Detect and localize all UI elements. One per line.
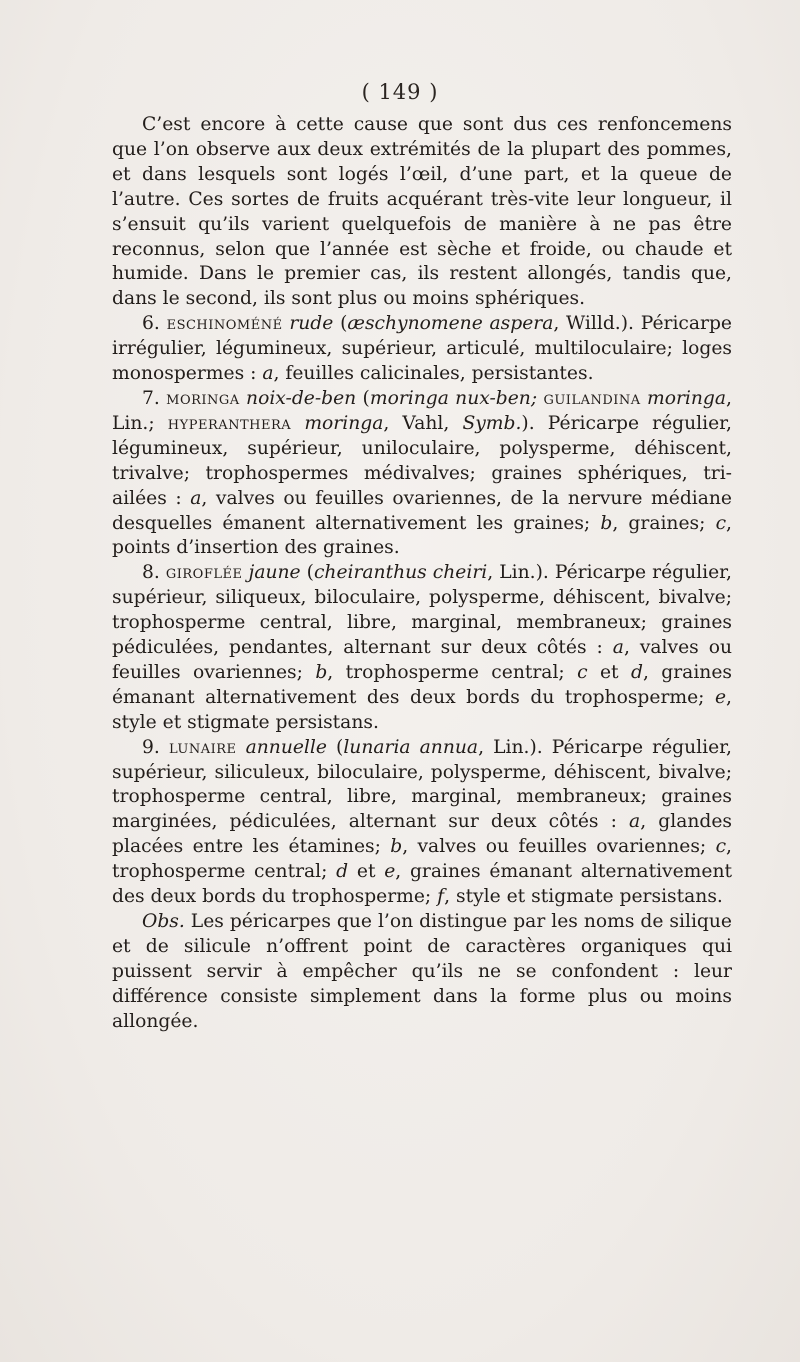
italic-text: Obs.	[142, 911, 185, 932]
body-text	[291, 413, 304, 434]
italic-text: cheiranthus cheiri	[313, 562, 488, 584]
italic-text: Symb.	[462, 412, 522, 434]
genus-name: giroflée	[165, 562, 243, 584]
body-text: , trophosperme central;	[327, 661, 578, 683]
body-text: , style et stigmate persistans.	[112, 686, 732, 733]
italic-text: æschynomene aspera	[347, 313, 554, 335]
body-text: , Willd.). Péricarpe irrégulier, légumineux, supérieur, articulé, multiloculaire; loges monospermes :	[112, 313, 732, 385]
body-text: , points d’insertion des graines.	[112, 512, 732, 559]
body-text: , Vahl,	[383, 412, 463, 434]
italic-text: c	[577, 661, 588, 683]
body-text: C’est encore à cette cause que sont dus ces renfoncemens que l’on observe aux deux extrémités de la plupart des pommes, et dans lesquels sont logés l’œil, d’une part, et la queue de l’autre. Ces sortes de fruits acquérant très-vite leur longueur, il s’ensuit qu’ils varient quelquefois de manière à ne pas être reconnus, selon que l’année est sèche et froide, ou chaude et humide. Dans le premier cas, ils restent allongés, tandis que, dans le second, ils sont plus ou moins sphériques.	[112, 114, 732, 310]
paragraph-7-moringa	[112, 387, 732, 561]
body-text: 6.	[142, 313, 167, 335]
genus-name: eschinoméné	[166, 313, 283, 335]
italic-text: a	[629, 811, 641, 833]
body-text	[237, 737, 246, 758]
body-text: 9.	[142, 736, 169, 758]
body-text: , Lin.). Péricarpe régulier, supérieur, siliculeux, biloculaire, polysperme, déhiscent, bivalve; trophosperme central, libre, marginal, membraneux; graines marginées, pédiculées, alternant sur deux côtés :	[112, 736, 732, 833]
genus-name: moringa	[166, 387, 240, 409]
body-text: 7.	[142, 387, 167, 409]
italic-text: moringa	[304, 412, 384, 434]
italic-text: annuelle	[245, 736, 327, 758]
italic-text: lunaria annua	[343, 736, 479, 758]
body-text: et	[587, 661, 631, 683]
body-text: , graines émanant alternativement des deux bords du trophosperme;	[112, 861, 732, 908]
body-text: , Lin.). Péricarpe régulier, supérieur, siliqueux, biloculaire, polysperme, déhiscent, bivalve; trophosperme central, libre, marginal, membraneux; graines pédiculées, pendantes, alternant sur deux côtés :	[112, 562, 732, 659]
body-text: (	[356, 387, 370, 409]
italic-text: f	[437, 886, 445, 908]
body-text: , valves ou feuilles ovariennes;	[402, 836, 716, 858]
body-text: , graines émanant alternativement des deux bords du trophosperme;	[112, 661, 732, 708]
page-number: ( 149 )	[361, 80, 439, 104]
body-text: (	[326, 736, 344, 758]
italic-text: e	[714, 686, 727, 708]
italic-text: b	[390, 836, 403, 858]
body-text: , graines;	[612, 512, 716, 534]
italic-text: a	[262, 363, 274, 385]
italic-text: jaune	[248, 562, 301, 584]
body-text: , feuilles calicinales, persistantes.	[273, 363, 594, 385]
italic-text: d	[336, 861, 349, 883]
text-block	[112, 113, 732, 1035]
body-text: , trophosperme central;	[112, 836, 732, 883]
body-text: (	[300, 562, 314, 584]
italic-text: e	[384, 861, 396, 883]
paragraph-6-eschinomene	[112, 312, 732, 387]
body-text: , style et stigmate persistans.	[444, 886, 723, 908]
italic-text: d	[630, 661, 643, 683]
italic-text: b	[600, 512, 613, 534]
body-text: , valves ou feuilles ovariennes;	[112, 637, 732, 683]
italic-text: moringa	[647, 387, 727, 409]
body-text: Les péricarpes que l’on distingue par les noms de silique et de silicule n’offrent point de caractères organiques qui puissent servir à empêcher qu’ils ne se confondent : leur différence consiste simplement dans la forme plus ou moins allongée.	[112, 911, 732, 1032]
genus-name: hyperanthera	[167, 412, 292, 434]
italic-text: rude	[289, 313, 334, 335]
paragraph-apples	[112, 113, 732, 312]
italic-text: b	[315, 661, 328, 683]
paragraph-9-lunaire	[112, 736, 732, 910]
italic-text: noix-de-ben	[246, 387, 357, 409]
paragraph-obs	[112, 910, 732, 1035]
body-text: ). Péricarpe régulier, légumineux, supérieur, uniloculaire, polysperme, déhiscent, trivalve; trophospermes médivalves; graines sphériques, tri-ailées :	[112, 412, 732, 509]
body-text: , valves ou feuilles ovariennes, de la nervure médiane desquelles émanent alternativement les graines;	[112, 487, 732, 534]
body-text: (	[333, 313, 348, 335]
body-text: et	[348, 861, 385, 883]
italic-text: moringa nux-ben;	[369, 387, 538, 409]
body-text: , Lin.;	[112, 387, 732, 434]
italic-text: a	[190, 487, 202, 509]
italic-text: c	[715, 512, 727, 534]
paragraph-8-giroflee	[112, 561, 732, 735]
italic-text: a	[612, 637, 624, 659]
genus-name: guilandina	[543, 387, 641, 409]
italic-text: c	[715, 836, 727, 858]
body-text: 8.	[142, 562, 166, 584]
body-text: , glandes placées entre les étamines;	[112, 811, 732, 858]
genus-name: lunaire	[168, 736, 237, 758]
